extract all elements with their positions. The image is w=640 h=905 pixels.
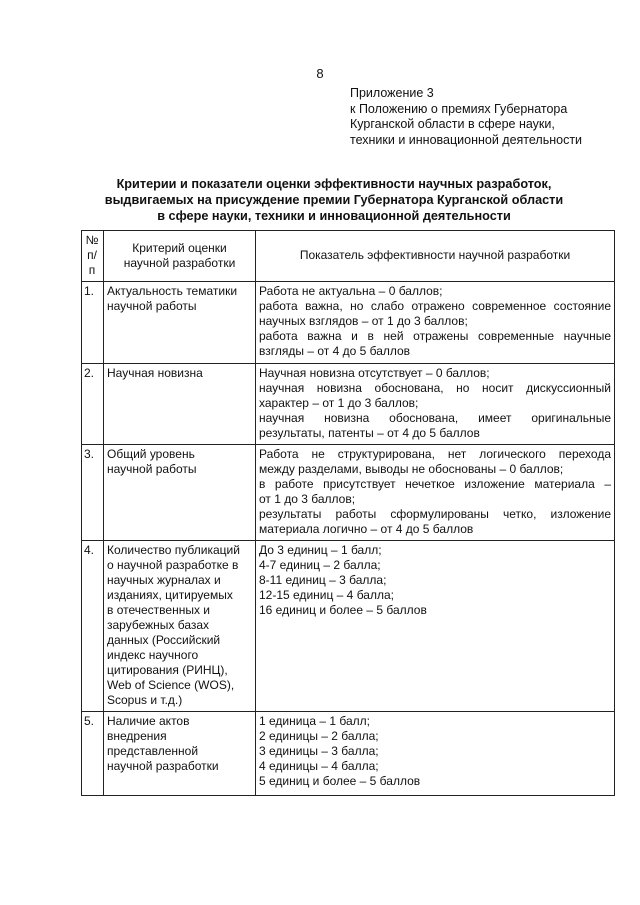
row-criterion: Общий уровень научной работы bbox=[104, 445, 256, 541]
row-indicator bbox=[256, 364, 615, 445]
table-row bbox=[82, 282, 615, 364]
indicator-line: 5 единиц и более – 5 баллов bbox=[259, 774, 421, 788]
indicator-line: материала логично – от 4 до 5 баллов bbox=[259, 522, 474, 536]
appendix-line: Приложение 3 bbox=[350, 86, 434, 100]
indicator-line: взгляды – от 4 до 5 баллов bbox=[259, 344, 411, 358]
row-number: 2. bbox=[82, 364, 104, 445]
table-row bbox=[82, 541, 615, 712]
indicator-line: в работе присутствует нечеткое изложение материала – bbox=[259, 477, 611, 491]
appendix-line: техники и инновационной деятельности bbox=[350, 132, 583, 147]
table-header-row bbox=[82, 231, 615, 282]
indicator-line: между разделами, выводы не обоснованы – 0 баллов; bbox=[259, 462, 564, 476]
indicator-line: результаты, патенты – от 4 до 5 баллов bbox=[259, 426, 480, 440]
indicator-line: Работа не структурирована, нет логического перехода bbox=[259, 447, 611, 461]
indicator-line: работа важна и в ней отражены современные научные bbox=[259, 329, 611, 343]
row-indicator bbox=[256, 712, 615, 796]
row-criterion: Научная новизна bbox=[104, 364, 256, 445]
indicator-line: 4-7 единиц – 2 балла; bbox=[259, 558, 381, 572]
title-line: выдвигаемых на присуждение премии Губернатора Курганской области bbox=[104, 193, 564, 207]
indicator-line: 4 единицы – 4 балла; bbox=[259, 759, 379, 773]
title-line: Критерии и показатели оценки эффективности научных разработок, bbox=[116, 177, 552, 191]
row-criterion: Актуальность тематики научной работы bbox=[104, 282, 256, 364]
table-row bbox=[82, 712, 615, 796]
appendix-line: к Положению о премиях Губернатора bbox=[350, 101, 568, 116]
indicator-line: Работа не актуальна – 0 баллов; bbox=[259, 284, 443, 298]
header-criterion: Критерий оценки научной разработки bbox=[104, 231, 256, 282]
indicator-line: До 3 единиц – 1 балл; bbox=[259, 543, 382, 557]
header-indicator: Показатель эффективности научной разработки bbox=[256, 231, 615, 282]
indicator-line: 3 единицы – 3 балла; bbox=[259, 744, 379, 758]
row-indicator bbox=[256, 445, 615, 541]
row-indicator bbox=[256, 282, 615, 364]
indicator-line: научная новизна обоснована, но носит дискуссионный bbox=[259, 381, 611, 395]
row-number: 5. bbox=[82, 712, 104, 796]
criteria-table bbox=[81, 230, 615, 796]
indicator-line: от 1 до 3 баллов; bbox=[259, 492, 356, 506]
indicator-line: результаты работы сформулированы четко, изложение bbox=[259, 507, 611, 521]
indicator-line: 8-11 единиц – 3 балла; bbox=[259, 573, 387, 587]
table-row bbox=[82, 445, 615, 541]
title-line: в сфере науки, техники и инновационной деятельности bbox=[157, 209, 511, 223]
indicator-line: Научная новизна отсутствует – 0 баллов; bbox=[259, 366, 490, 380]
indicator-line: 2 единицы – 2 балла; bbox=[259, 729, 379, 743]
indicator-line: 12-15 единиц – 4 балла; bbox=[259, 588, 394, 602]
document-title bbox=[60, 176, 608, 224]
indicator-line: 1 единица – 1 балл; bbox=[259, 714, 370, 728]
indicator-line: работа важна, но слабо отражено современное состояние bbox=[259, 299, 611, 313]
header-num: № п/п bbox=[82, 231, 104, 282]
row-number: 1. bbox=[82, 282, 104, 364]
indicator-line: научная новизна обоснована, имеет оригинальные bbox=[259, 411, 611, 425]
appendix-block bbox=[350, 86, 630, 148]
indicator-line: научных взглядов – от 1 до 3 баллов; bbox=[259, 314, 468, 328]
page-number: 8 bbox=[316, 66, 324, 81]
row-number: 4. bbox=[82, 541, 104, 712]
table-row bbox=[82, 364, 615, 445]
appendix-line: Курганской области в сфере науки, bbox=[350, 117, 555, 131]
row-criterion: Количество публикаций о научной разработке в научных журналах и изданиях, цитируемых в отечественных и зарубежных базах данных (Российский индекс научного цитирования (РИНЦ), Web of Science (WOS), Scopus и т.д.) bbox=[104, 541, 256, 712]
row-number: 3. bbox=[82, 445, 104, 541]
indicator-line: 16 единиц и более – 5 баллов bbox=[259, 603, 427, 617]
indicator-line: характер – от 1 до 3 баллов; bbox=[259, 396, 419, 410]
row-criterion: Наличие актов внедрения представленной научной разработки bbox=[104, 712, 256, 796]
row-indicator bbox=[256, 541, 615, 712]
